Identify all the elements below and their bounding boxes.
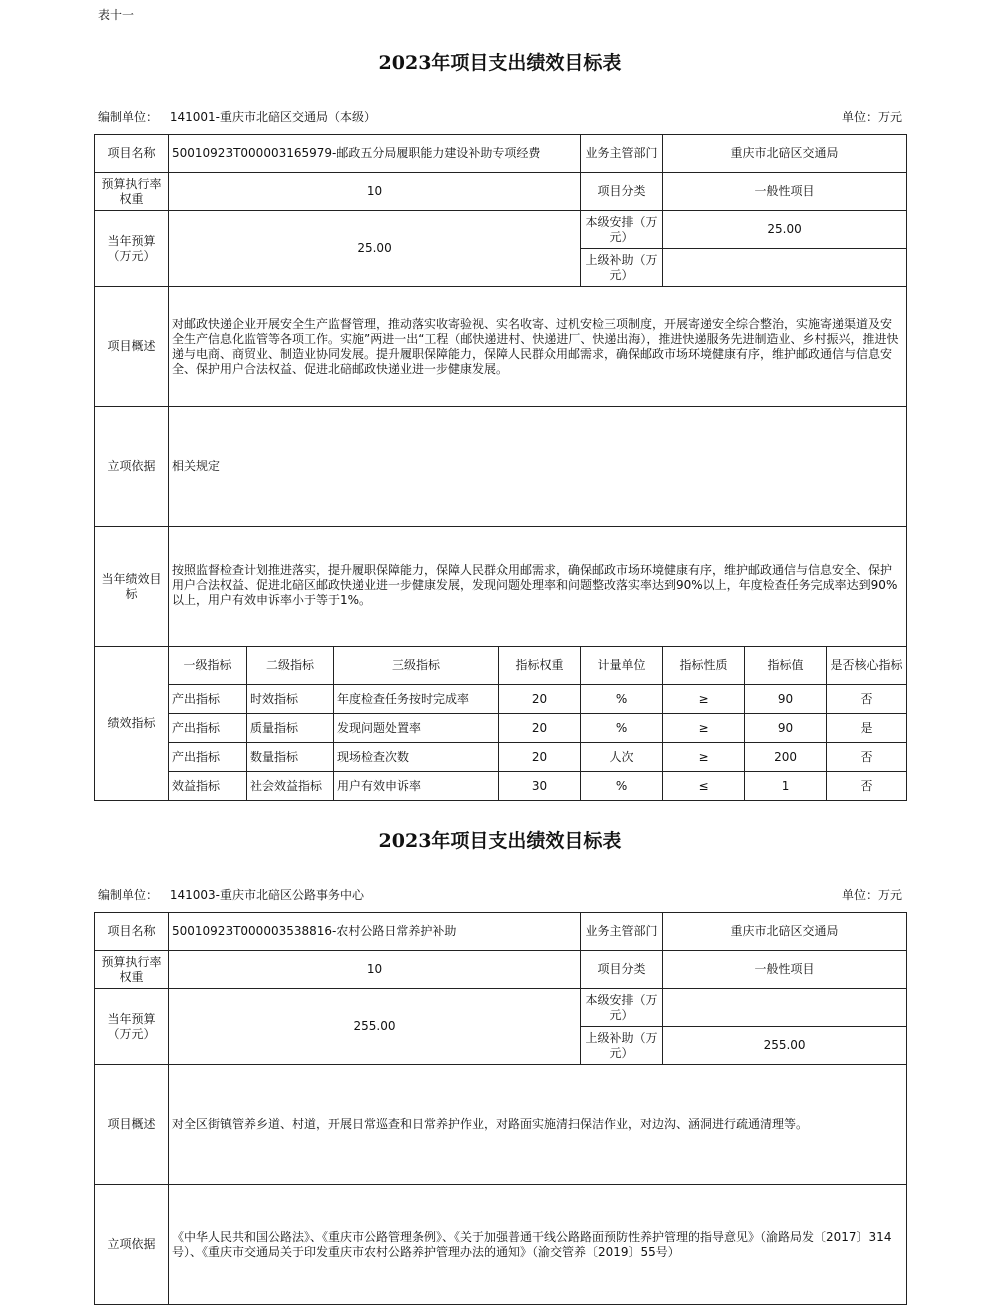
unit-label: 编制单位： [98,110,159,124]
basis-label: 立项依据 [95,407,169,527]
nature-cell: ≥ [663,714,745,743]
table-row [95,685,907,714]
local-value [663,989,907,1027]
dept-label: 业务主管部门 [581,913,663,951]
nature-cell: ≥ [663,685,745,714]
indicator-header: 一级指标 [169,647,247,685]
exec-weight-value: 10 [169,173,581,211]
local-value: 25.00 [663,211,907,249]
category-value: 一般性项目 [663,951,907,989]
unit-label: 编制单位： [98,888,159,902]
section2-title: 2023年项目支出绩效目标表 [378,830,622,852]
budget-label: 当年预算（万元） [95,211,169,287]
upper-value: 255.00 [663,1027,907,1065]
dept-value: 重庆市北碚区交通局 [663,913,907,951]
basis-label: 立项依据 [95,1185,169,1305]
page-label: 表十一 [98,8,135,22]
section2-table [94,912,907,1305]
unit-cell: 人次 [581,743,663,772]
weight-cell: 20 [499,714,581,743]
goal-value: 按照监督检查计划推进落实，提升履职保障能力，保障人民群众用邮需求，确保邮政市场环境健康有序，维护邮政通信与信息安全、保护用户合法权益、促进北碚区邮政快递业进一步健康发展，发现问题处理率和问题整改落实率达到90%以上，年度检查任务完成率达到90%以上，用户有效申诉率小于等于1%。 [169,527,907,647]
local-label: 本级安排（万元） [581,989,663,1027]
level2-cell: 质量指标 [247,714,334,743]
level1-cell: 产出指标 [169,685,247,714]
category-value: 一般性项目 [663,173,907,211]
upper-value [663,249,907,287]
indicator-header: 指标权重 [499,647,581,685]
section2-currency: 单位：万元 [841,888,902,902]
indicator-header: 计量单位 [581,647,663,685]
nature-cell: ≥ [663,743,745,772]
level3-cell: 现场检查次数 [334,743,499,772]
value-cell: 200 [745,743,827,772]
overview-value: 对全区街镇管养乡道、村道，开展日常巡查和日常养护作业，对路面实施清扫保洁作业，对边沟、涵洞进行疏通清理等。 [169,1065,907,1185]
value-cell: 90 [745,714,827,743]
unit-cell: % [581,714,663,743]
budget-value: 25.00 [169,211,581,287]
level1-cell: 产出指标 [169,714,247,743]
weight-cell: 30 [499,772,581,801]
weight-cell: 20 [499,685,581,714]
core-cell: 是 [827,714,907,743]
weight-cell: 20 [499,743,581,772]
level3-cell: 用户有效申诉率 [334,772,499,801]
level2-cell: 数量指标 [247,743,334,772]
exec-weight-value: 10 [169,951,581,989]
project-name-label: 项目名称 [95,913,169,951]
level2-cell: 社会效益指标 [247,772,334,801]
upper-label: 上级补助（万元） [581,249,663,287]
value-cell: 90 [745,685,827,714]
core-cell: 否 [827,743,907,772]
section1-unit [98,108,376,125]
table-row [95,714,907,743]
dept-value: 重庆市北碚区交通局 [663,135,907,173]
budget-label: 当年预算（万元） [95,989,169,1065]
table-row [95,772,907,801]
exec-weight-label: 预算执行率权重 [95,173,169,211]
project-name-value: 50010923T000003538816-农村公路日常养护补助 [169,913,581,951]
core-cell: 否 [827,685,907,714]
level3-cell: 发现问题处置率 [334,714,499,743]
level1-cell: 产出指标 [169,743,247,772]
level2-cell: 时效指标 [247,685,334,714]
indicator-header: 三级指标 [334,647,499,685]
section1-currency: 单位：万元 [841,110,902,124]
section2-unit [98,886,364,903]
project-name-label: 项目名称 [95,135,169,173]
goal-label: 当年绩效目标 [95,527,169,647]
unit-cell: % [581,685,663,714]
table-row [95,743,907,772]
indicator-header: 指标性质 [663,647,745,685]
level1-cell: 效益指标 [169,772,247,801]
unit-cell: % [581,772,663,801]
indicator-header: 是否核心指标 [827,647,907,685]
indicator-header: 指标值 [745,647,827,685]
overview-label: 项目概述 [95,1065,169,1185]
value-cell: 1 [745,772,827,801]
nature-cell: ≤ [663,772,745,801]
upper-label: 上级补助（万元） [581,1027,663,1065]
level3-cell: 年度检查任务按时完成率 [334,685,499,714]
category-label: 项目分类 [581,173,663,211]
section1-title: 2023年项目支出绩效目标表 [378,52,622,74]
budget-value: 255.00 [169,989,581,1065]
overview-label: 项目概述 [95,287,169,407]
overview-value: 对邮政快递企业开展安全生产监督管理，推动落实收寄验视、实名收寄、过机安检三项制度，开展寄递安全综合整治，实施寄递渠道及安全生产信息化监管等各项工作。实施”两进一出“工程（邮快递进村、快递进厂、快递出海），推进快递服务先进制造业、乡村振兴，推进快递与电商、商贸业、制造业协同发展。提升履职保障能力，保障人民群众用邮需求，确保邮政市场环境健康有序，维护邮政通信与信息安全、保护用户合法权益、促进北碚邮政快递业进一步健康发展。 [169,287,907,407]
unit-value: 141003-重庆市北碚区公路事务中心 [169,888,364,902]
local-label: 本级安排（万元） [581,211,663,249]
indicators-label: 绩效指标 [95,647,169,801]
unit-value: 141001-重庆市北碚区交通局（本级） [169,110,376,124]
section1-table [94,134,907,801]
basis-value: 《中华人民共和国公路法》、《重庆市公路管理条例》、《关于加强普通干线公路路面预防性养护管理的指导意见》（渝路局发〔2017〕314号）、《重庆市交通局关于印发重庆市农村公路养护管理办法的通知》（渝交管养〔2019〕55号） [169,1185,907,1305]
exec-weight-label: 预算执行率权重 [95,951,169,989]
project-name-value: 50010923T000003165979-邮政五分局履职能力建设补助专项经费 [169,135,581,173]
basis-value: 相关规定 [169,407,907,527]
core-cell: 否 [827,772,907,801]
indicator-header: 二级指标 [247,647,334,685]
category-label: 项目分类 [581,951,663,989]
dept-label: 业务主管部门 [581,135,663,173]
